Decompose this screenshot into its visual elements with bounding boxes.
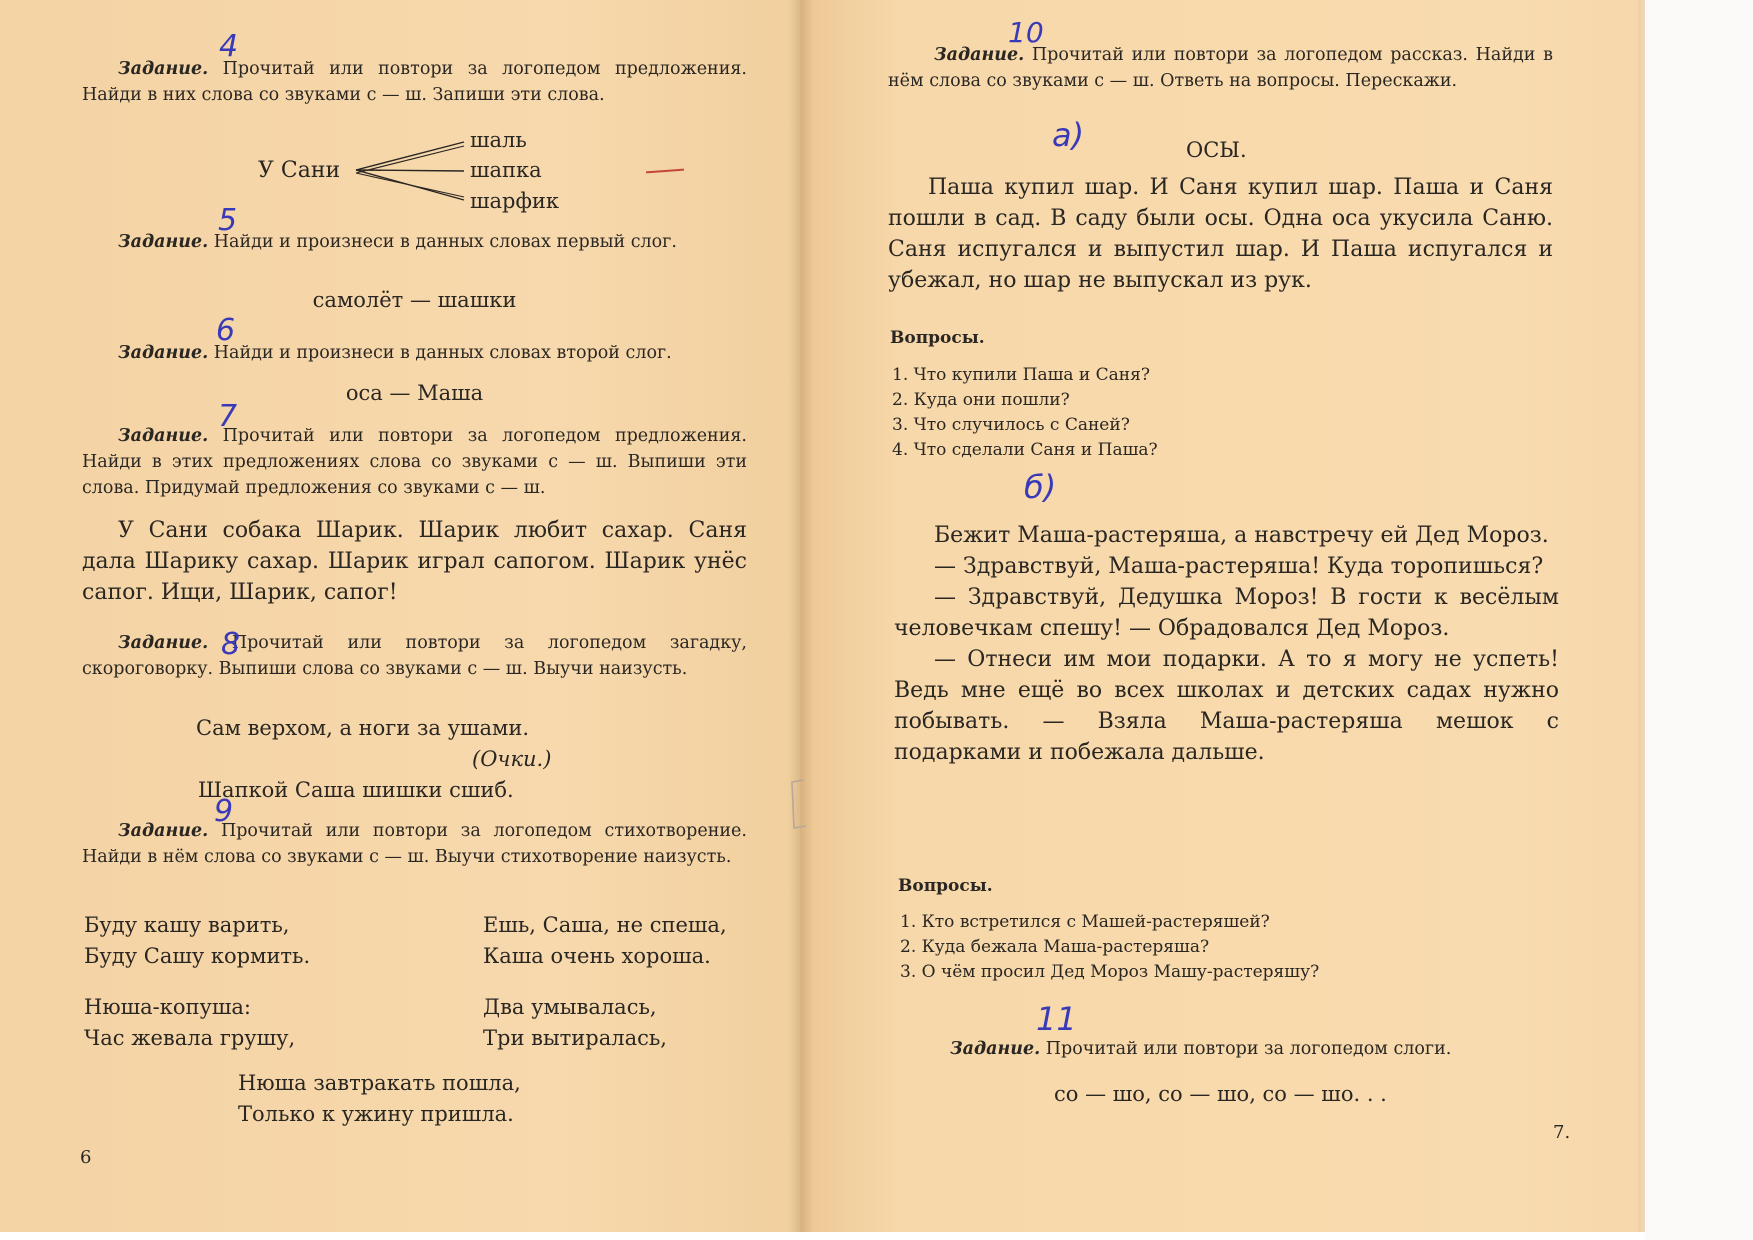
question-item: 1. Что купили Паша и Саня? (892, 365, 1150, 385)
question-item: 2. Куда бежала Маша-растеряша? (900, 937, 1210, 957)
task-text: Прочитай или повтори за логопедом предложения. Найди в этих предложениях слова со звуками с — ш. Выпиши эти слова. Придумай предложения со звуками с — ш. (82, 426, 747, 498)
handwritten-task-number: 10 (1008, 16, 1044, 49)
task-label: Задание. (950, 1039, 1041, 1059)
poem-line: Нюша-копуша: (84, 995, 251, 1019)
diagram-item: шарфик (470, 189, 560, 213)
task-text: Прочитай или повтори за логопедом предложения. Найди в них слова со звуками с — ш. Запиши эти слова. (82, 59, 747, 105)
task-11 (950, 1036, 1570, 1062)
scan-margin (1645, 0, 1753, 1240)
diagram-line-4 (356, 146, 464, 173)
book-spine (788, 0, 814, 1232)
poem-line: Три вытиралась, (483, 1026, 667, 1050)
questions-a-heading: Вопросы. (890, 328, 985, 348)
riddle: Сам верхом, а ноги за ушами. (196, 716, 530, 740)
story-b (894, 520, 1559, 768)
questions-b-list (900, 910, 1319, 985)
task-text: Прочитай или повтори за логопедом рассказ. Найди в нём слова со звуками с — ш. Ответь на вопросы. Перескажи. (888, 45, 1553, 91)
question-item: 1. Кто встретился с Машей-растеряшей? (900, 912, 1270, 932)
task-6-words: оса — Маша (345, 381, 484, 405)
story-title: ОСЫ. (1186, 138, 1247, 162)
diagram-item: шаль (470, 128, 527, 152)
story-b-paragraph: — Здравствуй, Маша-растеряша! Куда торопишься? (934, 554, 1544, 579)
task-text: Найди и произнеси в данных словах второй слог. (213, 343, 672, 363)
poem-column-2b (483, 992, 667, 1054)
story-b-paragraph: — Отнеси им мои подарки. А то я могу не успеть! Ведь мне ещё во всех школах и детских садах нужно побывать. — Взяла Маша-растеряша мешок с подарками и побежала дальше. (894, 647, 1559, 765)
poem-line: Час жевала грушу, (84, 1026, 296, 1050)
tongue-twister: Шапкой Саша шишки сшиб. (198, 778, 514, 802)
task-8 (82, 627, 747, 682)
poem-line: Два умывалась, (483, 995, 657, 1019)
handwritten-task-number: 8 (221, 627, 241, 662)
story-a-text: Паша купил шар. И Саня купил шар. Паша и Саня пошли в сад. В саду были осы. Одна оса укусила Саню. Саня испугался и выпустил шар. И Паша испугался и убежал, но шар не выпускал из рук. (888, 175, 1553, 293)
task-text: Прочитай или повтори за логопедом стихотворение. Найди в нём слова со звуками с — ш. Выучи стихотворение наизусть. (82, 821, 747, 867)
question-item: 4. Что сделали Саня и Паша? (892, 440, 1158, 460)
task-text: Прочитай или повтори за логопедом загадку, скороговорку. Выпиши слова со звуками с — ш. Выучи наизусть. (82, 633, 747, 679)
task-7-story: У Сани собака Шарик. Шарик любит сахар. Саня дала Шарику сахар. Шарик играл сапогом. Шарик унёс сапог. Ищи, Шарик, сапог! (82, 518, 747, 605)
handwritten-mark-b: б) (1024, 468, 1057, 506)
task-7 (82, 423, 747, 501)
handwritten-task-number: 7 (218, 399, 238, 434)
page-number-left: 6 (80, 1147, 92, 1168)
handwritten-task-number: 6 (216, 313, 236, 348)
handwritten-task-number: 4 (219, 29, 239, 64)
handwritten-mark-a: а) (1052, 116, 1085, 154)
task-4 (82, 56, 747, 108)
task-label: Задание. (934, 45, 1025, 65)
question-item: 3. О чём просил Дед Мороз Машу-растеряшу? (900, 962, 1320, 982)
diagram-subject: У Сани (258, 158, 341, 183)
poem-ending (238, 1068, 521, 1130)
task-6 (82, 340, 747, 366)
diagram-line-2 (356, 170, 464, 171)
poem-line: Ешь, Саша, не спеша, (483, 913, 727, 937)
task-5 (82, 229, 747, 255)
task-label: Задание. (118, 821, 209, 841)
task-label: Задание. (118, 59, 209, 79)
poem-line: Нюша завтракать пошла, (238, 1071, 521, 1095)
task-label: Задание. (118, 343, 209, 363)
task-text: Прочитай или повтори за логопедом слоги. (1045, 1039, 1452, 1059)
task-9 (82, 818, 747, 870)
riddle-answer: (Очки.) (472, 747, 552, 771)
question-item: 3. Что случилось с Саней? (892, 415, 1130, 435)
diagram-lines (352, 138, 470, 204)
page-number-right: 7. (1553, 1122, 1571, 1143)
poem-column-2 (483, 910, 727, 972)
poem-line: Только к ужину пришла. (238, 1102, 514, 1126)
task-10 (888, 42, 1553, 94)
pencil-bracket-mark (786, 776, 810, 834)
handwritten-task-number: 11 (1036, 1000, 1077, 1038)
task-label: Задание. (118, 232, 209, 252)
task-5-words: самолёт — шашки (312, 288, 517, 312)
story-b-paragraph: — Здравствуй, Дедушка Мороз! В гости к весёлым человечкам спешу! — Обрадовался Дед Мороз. (894, 585, 1559, 641)
poem-line: Каша очень хороша. (483, 944, 711, 968)
story-b-paragraph: Бежит Маша-растеряша, а навстречу ей Дед Мороз. (934, 523, 1549, 548)
poem-line: Буду кашу варить, (84, 913, 290, 937)
question-item: 2. Куда они пошли? (892, 390, 1070, 410)
poem-line: Буду Сашу кормить. (84, 944, 311, 968)
task-text: Найди и произнеси в данных словах первый слог. (213, 232, 677, 252)
diagram-line-5 (356, 173, 464, 197)
diagram-item: шапка (470, 158, 542, 182)
handwritten-task-number: 9 (214, 794, 234, 829)
questions-b-heading: Вопросы. (898, 876, 993, 896)
poem-column-1 (84, 910, 310, 972)
task-label: Задание. (118, 633, 209, 653)
handwritten-task-number: 5 (218, 203, 238, 238)
poem-column-1b (84, 992, 295, 1054)
questions-a-list (892, 363, 1158, 463)
diagram-line-1 (356, 142, 464, 170)
syllables: со — шо, со — шо, со — шо. . . (1054, 1082, 1387, 1106)
task-label: Задание. (118, 426, 209, 446)
